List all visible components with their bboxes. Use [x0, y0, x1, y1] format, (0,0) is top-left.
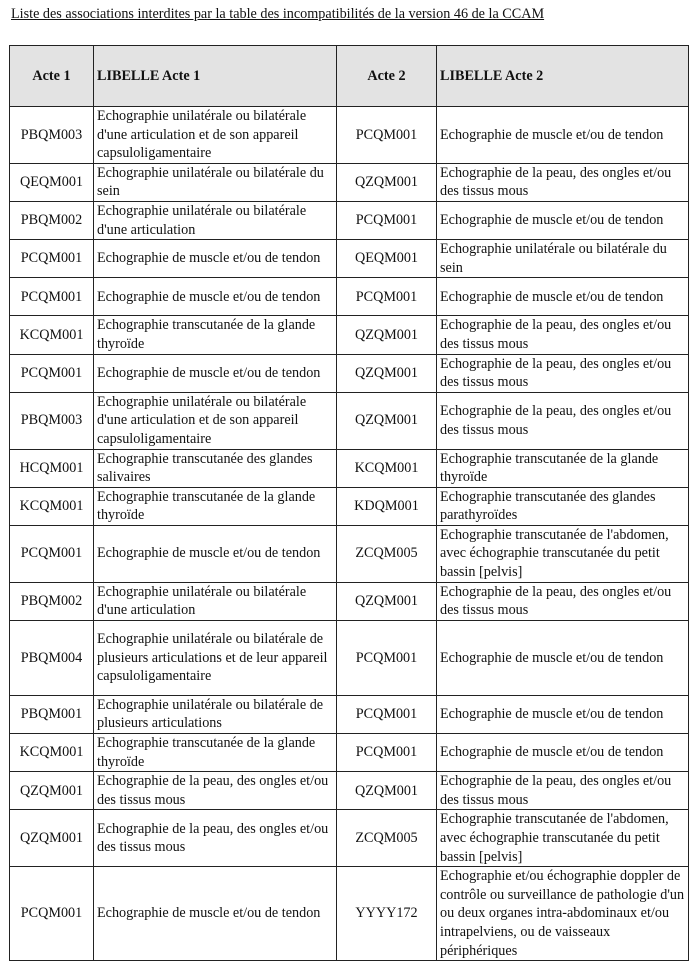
table-row [10, 734, 689, 772]
acte1-libelle: Echographie transcutanée de la glande thyroïde [94, 487, 337, 525]
table-row [10, 201, 689, 239]
table-header-row [10, 46, 689, 107]
acte1-code: PBQM003 [10, 392, 94, 449]
document-title: Liste des associations interdites par la table des incompatibilités de la version 46 de la CCAM [11, 6, 545, 22]
acte2-code: PCQM001 [337, 201, 437, 239]
acte2-libelle: Echographie de muscle et/ou de tendon [437, 734, 689, 772]
acte1-code: PCQM001 [10, 867, 94, 961]
acte1-code: PBQM004 [10, 620, 94, 695]
acte2-libelle: Echographie transcutanée de la glande thyroïde [437, 449, 689, 487]
acte1-libelle: Echographie de muscle et/ou de tendon [94, 354, 337, 392]
acte1-code: QEQM001 [10, 163, 94, 201]
acte2-code: PCQM001 [337, 278, 437, 316]
acte2-libelle: Echographie transcutanée des glandes parathyroïdes [437, 487, 689, 525]
header-libelle-acte1: LIBELLE Acte 1 [94, 46, 337, 107]
acte2-libelle: Echographie de la peau, des ongles et/ou des tissus mous [437, 316, 689, 354]
acte1-libelle: Echographie de muscle et/ou de tendon [94, 278, 337, 316]
acte2-libelle: Echographie de la peau, des ongles et/ou des tissus mous [437, 392, 689, 449]
table-row [10, 620, 689, 695]
table-row [10, 107, 689, 164]
acte1-code: QZQM001 [10, 772, 94, 810]
acte1-code: KCQM001 [10, 734, 94, 772]
table-row [10, 867, 689, 961]
acte1-libelle: Echographie de la peau, des ongles et/ou des tissus mous [94, 810, 337, 867]
acte2-code: QZQM001 [337, 354, 437, 392]
acte2-libelle: Echographie de la peau, des ongles et/ou des tissus mous [437, 354, 689, 392]
table-row [10, 810, 689, 867]
table-row [10, 449, 689, 487]
acte2-libelle: Echographie de muscle et/ou de tendon [437, 620, 689, 695]
acte2-libelle: Echographie de la peau, des ongles et/ou des tissus mous [437, 163, 689, 201]
acte1-libelle: Echographie de muscle et/ou de tendon [94, 867, 337, 961]
acte1-libelle: Echographie transcutanée de la glande thyroïde [94, 734, 337, 772]
acte1-libelle: Echographie unilatérale ou bilatérale d'une articulation [94, 582, 337, 620]
acte1-libelle: Echographie unilatérale ou bilatérale d'une articulation et de son appareil capsuloligamentaire [94, 107, 337, 164]
acte2-code: QZQM001 [337, 392, 437, 449]
acte1-libelle: Echographie unilatérale ou bilatérale du sein [94, 163, 337, 201]
acte2-libelle: Echographie transcutanée de l'abdomen, avec échographie transcutanée du petit bassin [pelvis] [437, 525, 689, 582]
header-libelle-acte2: LIBELLE Acte 2 [437, 46, 689, 107]
acte2-libelle: Echographie de la peau, des ongles et/ou des tissus mous [437, 582, 689, 620]
acte2-code: KCQM001 [337, 449, 437, 487]
acte1-libelle: Echographie unilatérale ou bilatérale d'une articulation [94, 201, 337, 239]
acte2-code: KDQM001 [337, 487, 437, 525]
acte1-code: PCQM001 [10, 278, 94, 316]
acte1-code: PCQM001 [10, 240, 94, 278]
acte2-libelle: Echographie de muscle et/ou de tendon [437, 107, 689, 164]
acte2-code: QZQM001 [337, 582, 437, 620]
table-row [10, 695, 689, 733]
table-row [10, 392, 689, 449]
acte1-code: HCQM001 [10, 449, 94, 487]
acte2-code: PCQM001 [337, 107, 437, 164]
table-row [10, 582, 689, 620]
acte1-libelle: Echographie de muscle et/ou de tendon [94, 240, 337, 278]
acte1-libelle: Echographie unilatérale ou bilatérale de plusieurs articulations [94, 695, 337, 733]
acte1-libelle: Echographie de la peau, des ongles et/ou des tissus mous [94, 772, 337, 810]
acte2-code: PCQM001 [337, 734, 437, 772]
acte1-libelle: Echographie transcutanée des glandes salivaires [94, 449, 337, 487]
acte1-code: PBQM002 [10, 582, 94, 620]
table-row [10, 772, 689, 810]
acte2-code: QEQM001 [337, 240, 437, 278]
table-row [10, 163, 689, 201]
acte2-libelle: Echographie de muscle et/ou de tendon [437, 695, 689, 733]
acte1-code: PCQM001 [10, 354, 94, 392]
acte1-libelle: Echographie unilatérale ou bilatérale d'une articulation et de son appareil capsuloligamentaire [94, 392, 337, 449]
acte2-libelle: Echographie de muscle et/ou de tendon [437, 278, 689, 316]
acte2-libelle: Echographie de la peau, des ongles et/ou des tissus mous [437, 772, 689, 810]
acte2-code: PCQM001 [337, 620, 437, 695]
acte2-libelle: Echographie unilatérale ou bilatérale du sein [437, 240, 689, 278]
header-acte1: Acte 1 [10, 46, 94, 107]
acte2-code: QZQM001 [337, 163, 437, 201]
table-row [10, 240, 689, 278]
acte1-code: PBQM001 [10, 695, 94, 733]
acte1-code: KCQM001 [10, 487, 94, 525]
acte1-code: PCQM001 [10, 525, 94, 582]
acte1-libelle: Echographie unilatérale ou bilatérale de plusieurs articulations et de leur appareil capsuloligamentaire [94, 620, 337, 695]
header-acte2: Acte 2 [337, 46, 437, 107]
acte2-libelle: Echographie et/ou échographie doppler de contrôle ou surveillance de pathologie d'un ou deux organes intra-abdominaux et/ou intrapelviens, ou de vaisseaux périphériques [437, 867, 689, 961]
acte2-code: QZQM001 [337, 772, 437, 810]
table-row [10, 278, 689, 316]
acte2-code: ZCQM005 [337, 525, 437, 582]
acte1-libelle: Echographie transcutanée de la glande thyroïde [94, 316, 337, 354]
table-row [10, 525, 689, 582]
incompatibility-table [9, 45, 689, 961]
table-row [10, 354, 689, 392]
table-row [10, 316, 689, 354]
acte1-libelle: Echographie de muscle et/ou de tendon [94, 525, 337, 582]
acte1-code: QZQM001 [10, 810, 94, 867]
acte2-code: YYYY172 [337, 867, 437, 961]
acte2-libelle: Echographie de muscle et/ou de tendon [437, 201, 689, 239]
table-row [10, 487, 689, 525]
acte2-libelle: Echographie transcutanée de l'abdomen, avec échographie transcutanée du petit bassin [pelvis] [437, 810, 689, 867]
acte1-code: PBQM003 [10, 107, 94, 164]
acte1-code: PBQM002 [10, 201, 94, 239]
acte2-code: PCQM001 [337, 695, 437, 733]
acte1-code: KCQM001 [10, 316, 94, 354]
acte2-code: QZQM001 [337, 316, 437, 354]
acte2-code: ZCQM005 [337, 810, 437, 867]
